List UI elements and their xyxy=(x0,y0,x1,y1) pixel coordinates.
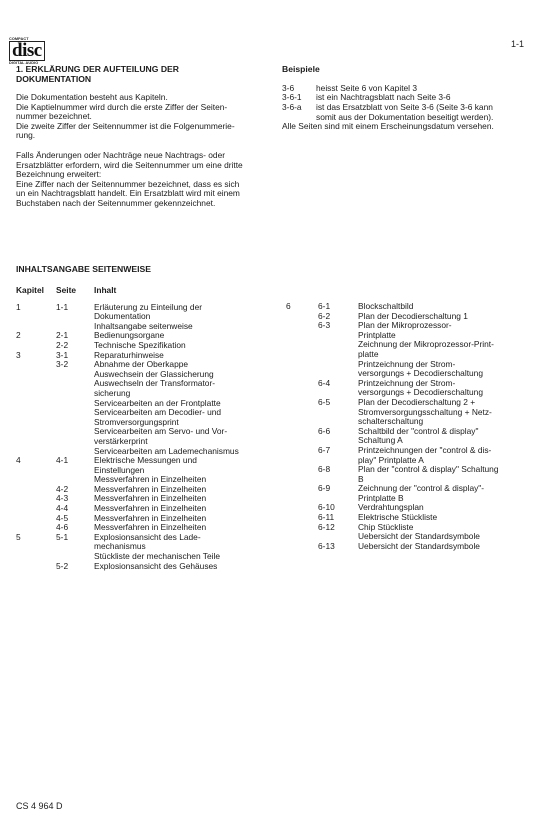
toc-kapitel: 6 xyxy=(286,301,291,311)
toc-kapitel: 5 xyxy=(16,531,21,542)
toc-seite: 4-5 xyxy=(56,512,69,523)
intro-text xyxy=(16,93,266,219)
toc-seite: 2-1 xyxy=(56,330,69,341)
example-text: ist ein Nachtragsblatt nach Seite 3-6 xyxy=(316,92,451,103)
toc-inhalt: Plan der "control & display" Schaltung B xyxy=(358,464,499,484)
toc-kapitel xyxy=(16,562,56,572)
toc-heading: INHALTSANGABE SEITENWEISE xyxy=(16,264,151,274)
example-code: 3-6 xyxy=(282,82,295,93)
toc-kapitel: 1 xyxy=(16,301,21,312)
example-row xyxy=(282,103,527,122)
toc-kapitel xyxy=(286,446,318,465)
toc-left-rows xyxy=(16,303,266,572)
toc-kapitel xyxy=(16,504,56,514)
toc-row xyxy=(286,321,526,379)
toc-seite: 5-1 xyxy=(56,531,69,542)
toc-seite: 6-7 xyxy=(318,444,331,455)
toc-seite: 4-2 xyxy=(56,483,69,494)
examples-note: Alle Seiten sind mit einem Erscheinungsdatum versehen. xyxy=(282,121,494,132)
toc-inhalt: Verdrahtungsplan xyxy=(358,502,424,513)
toc-row xyxy=(286,465,526,484)
toc-kapitel xyxy=(286,321,318,379)
toc-seite: 4-6 xyxy=(56,522,69,533)
toc-seite: 6-10 xyxy=(318,502,335,513)
toc-inhalt: Explosionsansicht des Lade- mechanismus Stückliste der mechanischen Teile xyxy=(94,531,220,562)
document-code: CS 4 964 D xyxy=(16,801,63,811)
toc-seite: 6-3 xyxy=(318,320,331,331)
examples-section xyxy=(282,65,527,132)
intro-paragraph-2: Falls Änderungen oder Nachträge neue Nachtrags- oder Ersatzblätter erfordern, wird die Seitennummer um eine dritte Bezeichnung erweitert: Eine Ziffer nach der Seitennummer bezeichnet, dass es sich un ein Nachtragsblatt handelt. Ein Ersatzblatt wird mit einem Buchstaben nach der Seitennummer gekennzeichnet. xyxy=(16,149,243,208)
toc-kapitel xyxy=(16,514,56,524)
toc-seite: 5-2 xyxy=(56,560,69,571)
toc-seite: 6-5 xyxy=(318,396,331,407)
toc-row xyxy=(16,456,266,485)
example-code: 3-6-1 xyxy=(282,92,302,103)
page-number: 1-1 xyxy=(510,39,524,49)
toc-inhalt: Printzeichnungen der "control & dis- play" Printplatte A xyxy=(358,444,492,465)
toc-row xyxy=(16,360,266,456)
toc-right-table xyxy=(286,302,526,551)
intro-paragraph-1: Die Dokumentation besteht aus Kapiteln. Die Kaptielnummer wird durch die erste Ziffer der Seiten- nummer bezeichnet. Die zweite Ziffer der Seitennummer ist die Folgenummerie- rung. xyxy=(16,92,235,141)
toc-kapitel xyxy=(16,485,56,495)
toc-inhalt: Messverfahren in Einzelheiten xyxy=(94,503,207,514)
logo-bottom-text: DIGITAL AUDIO xyxy=(9,61,39,65)
toc-inhalt: Plan der Decodierschaltung 1 xyxy=(358,310,468,321)
toc-inhalt: Technische Spezifikation xyxy=(94,339,186,350)
toc-seite: 6-6 xyxy=(318,425,331,436)
toc-inhalt: Elektrische Messungen und Einstellungen Messverfahren in Einzelheiten xyxy=(94,455,207,485)
toc-seite: 4-4 xyxy=(56,503,69,514)
toc-seite: 1-1 xyxy=(56,301,69,312)
toc-seite: 6-12 xyxy=(318,521,335,532)
toc-inhalt: Messverfahren in Einzelheiten xyxy=(94,522,207,533)
toc-seite: 3-1 xyxy=(56,349,69,360)
toc-row xyxy=(286,523,526,542)
toc-header-row xyxy=(16,286,266,296)
toc-kapitel: 3 xyxy=(16,349,21,360)
col-header-seite: Seite xyxy=(56,285,77,295)
toc-kapitel xyxy=(286,398,318,427)
toc-row xyxy=(16,562,266,572)
toc-seite: 2-2 xyxy=(56,339,69,350)
toc-seite: 6-1 xyxy=(318,301,331,311)
toc-inhalt: Zeichnung der "control & display"- Printplatte B xyxy=(358,483,485,503)
toc-kapitel xyxy=(286,312,318,322)
examples-heading: Beispiele xyxy=(282,64,320,74)
toc-kapitel xyxy=(16,494,56,504)
toc-kapitel xyxy=(286,523,318,542)
toc-inhalt: Reparaturhinweise xyxy=(94,349,164,360)
toc-row xyxy=(286,398,526,427)
toc-kapitel xyxy=(286,484,318,503)
toc-inhalt: Schaltbild der "control & display" Schaltung A xyxy=(358,425,479,446)
toc-seite: 4-3 xyxy=(56,493,69,504)
toc-row xyxy=(286,427,526,446)
col-header-kapitel: Kapitel xyxy=(16,285,44,295)
toc-seite: 3-2 xyxy=(56,359,69,370)
toc-inhalt: Printzeichnung der Strom- versorgungs + Decodierschaltung xyxy=(358,377,483,398)
toc-inhalt: Messverfahren in Einzelheiten xyxy=(94,512,207,523)
logo-top-text: COMPACT xyxy=(9,37,29,41)
toc-row xyxy=(16,533,266,562)
toc-inhalt: Plan der Decodierschaltung 2 + Stromversorgungsschaltung + Netz- schalterschaltung xyxy=(358,396,492,427)
toc-row xyxy=(286,446,526,465)
example-text: ist das Ersatzblatt von Seite 3-6 (Seite 3-6 kann somit aus der Dokumentation beseitigt werden). xyxy=(316,101,494,122)
toc-kapitel xyxy=(16,523,56,533)
toc-seite: 6-13 xyxy=(318,540,335,551)
toc-seite: 6-8 xyxy=(318,464,331,475)
toc-inhalt: Elektrische Stückliste xyxy=(358,512,438,523)
compact-disc-logo xyxy=(9,37,43,65)
section-heading: 1. ERKLÄRUNG DER AUFTEILUNG DER DOKUMENTATION xyxy=(16,64,179,84)
toc-row xyxy=(286,542,526,552)
logo-word: disc xyxy=(9,41,45,61)
toc-inhalt: Erläuterung zu Einteilung der Dokumentation Inhaltsangabe seitenweise xyxy=(94,301,203,331)
toc-inhalt: Explosionsansicht des Gehäuses xyxy=(94,560,218,571)
toc-kapitel xyxy=(286,379,318,398)
col-header-inhalt: Inhalt xyxy=(94,285,117,295)
toc-right-rows xyxy=(286,302,526,551)
toc-row xyxy=(286,379,526,398)
toc-kapitel xyxy=(286,513,318,523)
toc-row xyxy=(286,484,526,503)
toc-inhalt: Messverfahren in Einzelheiten xyxy=(94,493,207,504)
toc-kapitel xyxy=(286,427,318,446)
toc-inhalt: Uebersicht der Standardsymbole xyxy=(358,540,480,551)
example-text: heisst Seite 6 von Kapitel 3 xyxy=(316,82,418,93)
toc-inhalt: Messverfahren in Einzelheiten xyxy=(94,483,207,494)
toc-kapitel xyxy=(16,360,56,456)
toc-seite: 6-11 xyxy=(318,512,335,523)
toc-kapitel: 4 xyxy=(16,455,21,466)
toc-left-table xyxy=(16,286,266,571)
toc-seite: 6-9 xyxy=(318,483,331,494)
example-code: 3-6-a xyxy=(282,101,302,112)
toc-kapitel xyxy=(286,465,318,484)
toc-kapitel: 2 xyxy=(16,330,21,341)
toc-inhalt: Bedienungsorgane xyxy=(94,330,165,341)
examples-list xyxy=(282,84,527,122)
toc-row xyxy=(16,303,266,332)
toc-kapitel xyxy=(286,503,318,513)
toc-inhalt: Blockschaltbild xyxy=(358,301,414,311)
toc-inhalt: Chip Stückliste Uebersicht der Standardsymbole xyxy=(358,521,480,542)
toc-seite: 4-1 xyxy=(56,455,69,466)
toc-seite: 6-4 xyxy=(318,377,331,388)
toc-seite: 6-2 xyxy=(318,310,331,321)
toc-kapitel xyxy=(16,341,56,351)
toc-inhalt: Plan der Mikroprozessor- Printplatte Zeichnung der Mikroprozessor-Print- platte Printzeichnung der Strom- versorgungs + Decodierschaltung xyxy=(358,320,494,379)
toc-inhalt: Abnahme der Oberkappe Auswechsein der Glassicherung Auswechseln der Transformator- sicherung Servicearbeiten an der Frontplatte Servicearbeiten am Decodier- und Stromversorgungsprint Servicearbeiten am Servo- und Vor- verstärkerprint Servicearbeiten am Lademechanismus xyxy=(94,359,239,456)
toc-kapitel xyxy=(286,542,318,552)
